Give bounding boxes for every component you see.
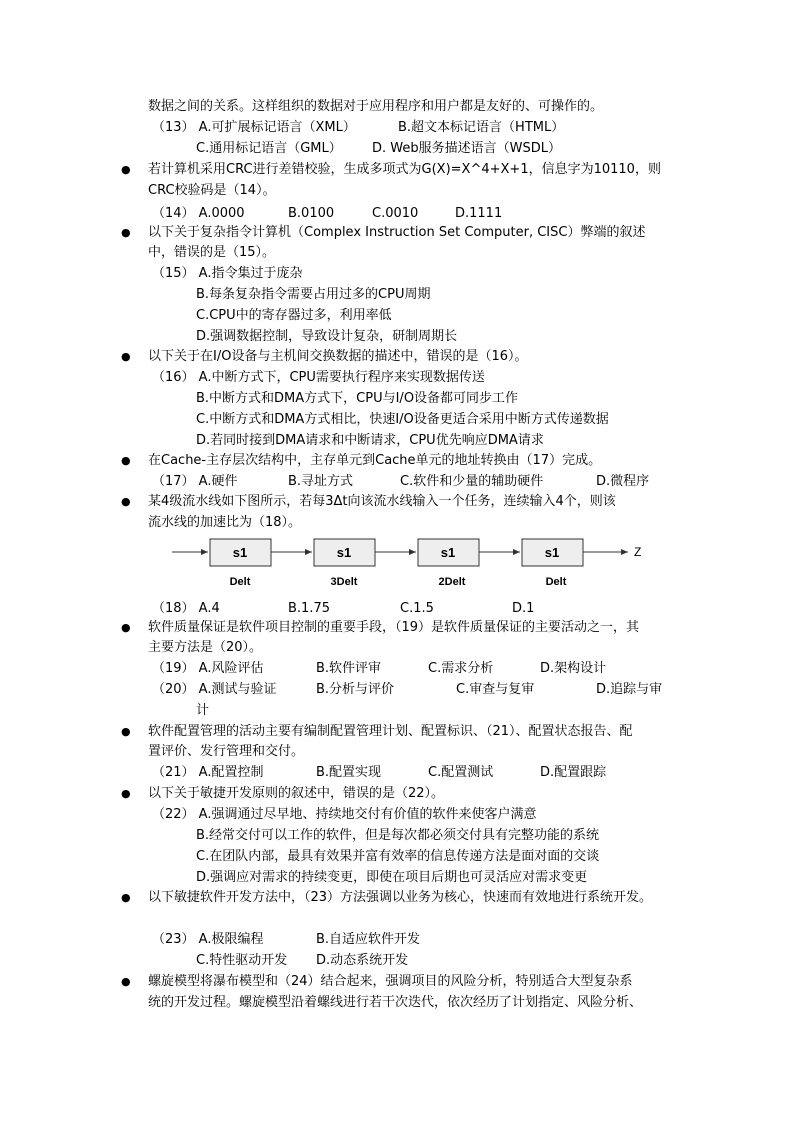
option-15-d: D.强调数据控制，导致设计复杂，研制周期长 [196,329,458,344]
option-18-c: C.1.5 [400,601,434,616]
question-24-stem: 螺旋模型将瀑布模型和（24）结合起来，强调项目的风险分析，特别适合大型复杂系 [148,974,633,989]
question-17-stem: 在Cache-主存层次结构中，主存单元到Cache单元的地址转换由（17）完成。 [148,453,602,468]
option-16-c: C.中断方式和DMA方式相比，快速I/O设备更适合采用中断方式传递数据 [196,412,609,427]
option-22-b: B.经常交付可以工作的软件，但是每次都必须交付具有完整功能的系统 [196,828,600,843]
option-23-b: B.自适应软件开发 [316,932,421,947]
pipeline-diagram [0,534,794,596]
stage-label-2: s1 [336,545,352,560]
option-18-a: （18） A.4 [152,601,220,616]
option-19-b: B.软件评审 [316,661,382,676]
option-21-a: （21） A.配置控制 [152,765,264,780]
question-14-stem: 若计算机采用CRC进行差错校验，生成多项式为G(X)=X^4+X+1，信息字为10110，则 [148,162,661,177]
question-14-stem-cont: CRC校验码是（14）。 [148,183,276,198]
question-23-stem: 以下敏捷软件开发方法中，（23）方法强调以业务为核心，快速而有效地进行系统开发。 [148,890,653,905]
option-21-b: B.配置实现 [316,765,382,780]
question-19-stem-cont: 主要方法是（20）。 [148,640,263,655]
option-23-d: D.动态系统开发 [316,953,409,968]
bullet-icon: ● [121,891,131,904]
output-label: Z [634,545,642,559]
option-19-a: （19） A.风险评估 [152,661,264,676]
stage-time-1: Delt [229,576,251,588]
question-15-stem: 以下关于复杂指令计算机（Complex Instruction Set Computer, CISC）弊端的叙述 [148,225,646,240]
option-17-b: B.寻址方式 [288,474,354,489]
option-14-d: D.1111 [455,206,503,221]
question-18-stem-cont: 流水线的加速比为（18）。 [148,515,302,530]
option-13-d: D. Web服务描述语言（WSDL） [372,141,561,156]
option-19-d: D.架构设计 [540,661,607,676]
option-23-c: C.特性驱动开发 [196,953,288,968]
option-16-d: D.若同时接到DMA请求和中断请求，CPU优先响应DMA请求 [196,433,544,448]
bullet-icon: ● [121,725,131,738]
option-22-d: D.强调应对需求的持续变更，即使在项目后期也可灵活应对需求变更 [196,870,588,885]
option-23-a: （23） A.极限编程 [152,932,264,947]
option-22-a: （22） A.强调通过尽早地、持续地交付有价值的软件来使客户满意 [152,807,537,822]
option-15-a: （15） A.指令集过于庞杂 [152,266,303,281]
option-13-c: C.通用标记语言（GML） [196,141,342,156]
option-18-b: B.1.75 [288,601,330,616]
bullet-icon: ● [121,350,131,363]
question-24-stem-cont: 统的开发过程。螺旋模型沿着螺线进行若干次迭代，依次经历了计划指定、风险分析、 [148,995,643,1010]
bullet-icon: ● [121,621,131,634]
bullet-icon: ● [121,495,131,508]
option-15-c: C.CPU中的寄存器过多，利用率低 [196,308,392,323]
bullet-icon: ● [121,975,131,988]
bullet-icon: ● [121,163,131,176]
option-20-d: D.追踪与审 [596,682,663,697]
bullet-icon: ● [121,226,131,239]
option-13-b: B.超文本标记语言（HTML） [398,120,565,135]
question-21-stem-cont: 置评价、发行管理和交付。 [148,744,305,759]
stage-time-2: 3Delt [330,576,358,588]
question-18-stem: 某4级流水线如下图所示，若每3Δt向该流水线输入一个任务，连续输入4个，则该 [148,494,616,509]
option-18-d: D.1 [512,601,535,616]
option-22-c: C.在团队内部，最具有效果并富有效率的信息传递方法是面对面的交谈 [196,849,600,864]
stage-time-4: Delt [545,576,567,588]
option-21-d: D.配置跟踪 [540,765,607,780]
option-20-d-cont: 计 [196,703,210,718]
option-14-c: C.0010 [372,206,419,221]
stage-label-4: s1 [544,545,560,560]
question-15-stem-cont: 中，错误的是（15）。 [148,245,276,260]
option-14-a: （14） A.0000 [152,206,245,221]
option-17-c: C.软件和少量的辅助硬件 [400,474,544,489]
option-17-d: D.微程序 [596,474,650,489]
question-19-stem: 软件质量保证是软件项目控制的重要手段，（19）是软件质量保证的主要活动之一，其 [148,620,640,635]
bullet-icon: ● [121,454,131,467]
option-16-b: B.中断方式和DMA方式下，CPU与I/O设备都可同步工作 [196,391,519,406]
bullet-icon: ● [121,787,131,800]
option-14-b: B.0100 [288,206,335,221]
stage-time-3: 2Delt [438,576,466,588]
question-16-stem: 以下关于在I/O设备与主机间交换数据的描述中，错误的是（16）。 [148,349,528,364]
option-15-b: B.每条复杂指令需要占用过多的CPU周期 [196,287,431,302]
option-17-a: （17） A.硬件 [152,474,238,489]
option-20-a: （20） A.测试与验证 [152,682,277,697]
text-line: 数据之间的关系。这样组织的数据对于应用程序和用户都是友好的、可操作的。 [148,99,604,114]
option-20-c: C.审查与复审 [456,682,535,697]
option-21-c: C.配置测试 [428,765,494,780]
option-13-a: （13） A.可扩展标记语言（XML） [152,120,356,135]
stage-label-1: s1 [232,545,248,560]
question-21-stem: 软件配置管理的活动主要有编制配置管理计划、配置标识、（21）、配置状态报告、配 [148,724,633,739]
option-20-b: B.分析与评价 [316,682,395,697]
stage-label-3: s1 [440,545,456,560]
question-22-stem: 以下关于敏捷开发原则的叙述中，错误的是（22）。 [148,786,445,801]
option-16-a: （16） A.中断方式下，CPU需要执行程序来实现数据传送 [152,370,485,385]
option-19-c: C.需求分析 [428,661,494,676]
